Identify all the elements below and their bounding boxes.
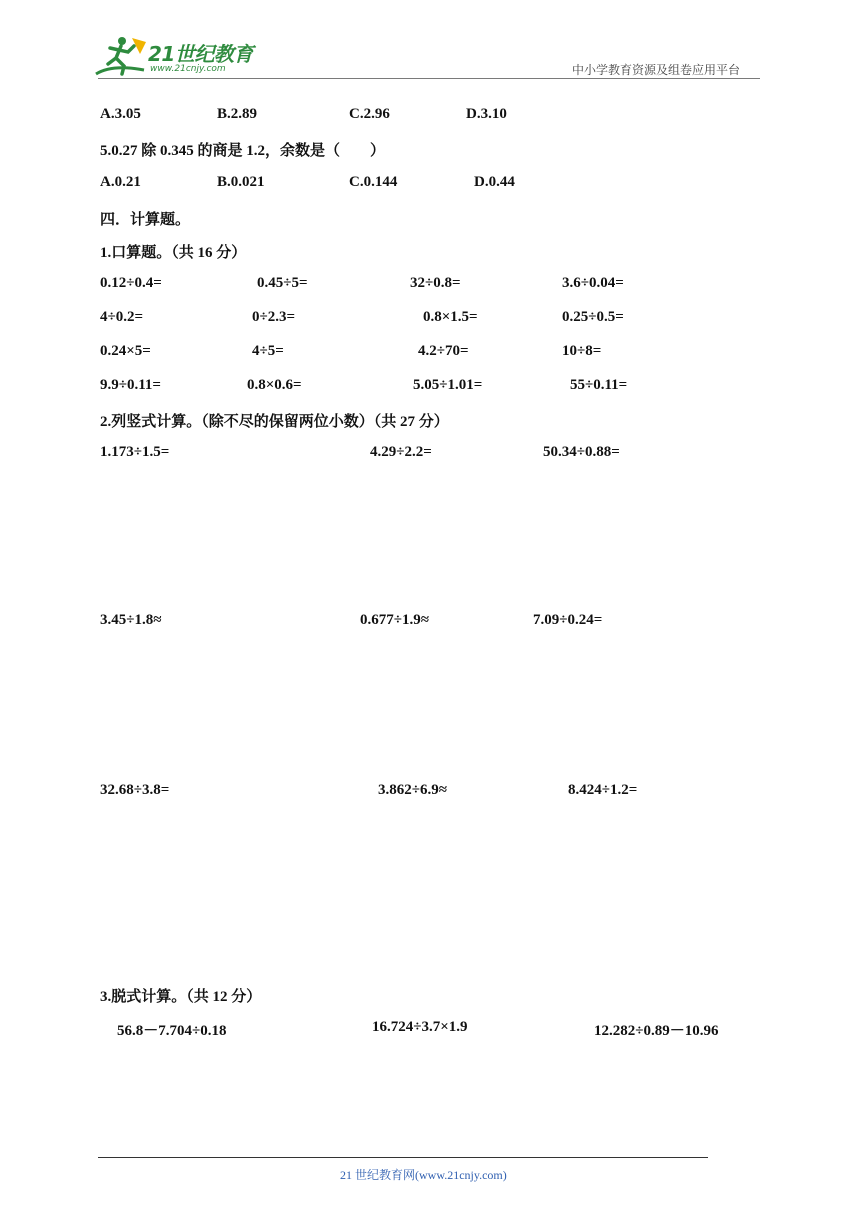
q4-option-d: D.3.10 bbox=[466, 106, 507, 122]
q4-option-b: B.2.89 bbox=[217, 106, 258, 122]
oral-item: 0.45÷5= bbox=[257, 275, 308, 291]
part1-title: 1.口算题。（共 16 分） bbox=[100, 245, 247, 261]
oral-item: 3.6÷0.04= bbox=[562, 275, 624, 291]
vertical-calc-item: 4.29÷2.2= bbox=[370, 444, 432, 460]
q5-option-d: D.0.44 bbox=[474, 174, 515, 190]
q5-option-c: C.0.144 bbox=[349, 174, 398, 190]
vertical-calc-item: 50.34÷0.88= bbox=[543, 444, 620, 460]
oral-item: 0.12÷0.4= bbox=[100, 275, 162, 291]
footer-text: 21 世纪教育网(www.21cnjy.com) bbox=[340, 1168, 507, 1182]
vertical-calc-item: 3.45÷1.8≈ bbox=[100, 612, 162, 628]
section4-title: 四．计算题。 bbox=[100, 212, 191, 228]
oral-item: 0.8×1.5= bbox=[423, 309, 478, 325]
site-logo bbox=[92, 34, 267, 80]
part2-title: 2.列竖式计算。（除不尽的保留两位小数）（共 27 分） bbox=[100, 414, 449, 430]
oral-item: 4÷5= bbox=[252, 343, 284, 359]
vertical-calc-item: 7.09÷0.24= bbox=[533, 612, 603, 628]
vertical-calc-item: 32.68÷3.8= bbox=[100, 782, 170, 798]
q5-question: 5.0.27 除 0.345 的商是 1.2，余数是（ ） bbox=[100, 143, 386, 159]
vertical-calc-item: 8.424÷1.2= bbox=[568, 782, 638, 798]
q4-option-c: C.2.96 bbox=[349, 106, 390, 122]
vertical-calc-item: 0.677÷1.9≈ bbox=[360, 612, 429, 628]
header-platform-text: 中小学教育资源及组卷应用平台 bbox=[572, 63, 741, 77]
header-divider bbox=[98, 78, 760, 79]
runner-logo-icon bbox=[92, 34, 148, 80]
q5-option-b: B.0.021 bbox=[217, 174, 265, 190]
oral-item: 55÷0.11= bbox=[570, 377, 628, 393]
oral-item: 0÷2.3= bbox=[252, 309, 296, 325]
oral-item: 4.2÷70= bbox=[418, 343, 469, 359]
stepwise-calc-item: 56.8－7.704÷0.18 bbox=[117, 1023, 227, 1039]
vertical-calc-item: 1.173÷1.5= bbox=[100, 444, 170, 460]
stepwise-calc-item: 16.724÷3.7×1.9 bbox=[372, 1019, 468, 1035]
footer-divider bbox=[98, 1157, 708, 1158]
oral-item: 32÷0.8= bbox=[410, 275, 461, 291]
oral-item: 9.9÷0.11= bbox=[100, 377, 161, 393]
logo-url: www.21cnjy.com bbox=[150, 64, 226, 74]
stepwise-calc-item: 12.282÷0.89－10.96 bbox=[594, 1023, 719, 1039]
oral-item: 0.8×0.6= bbox=[247, 377, 302, 393]
q5-option-a: A.0.21 bbox=[100, 174, 141, 190]
vertical-calc-item: 3.862÷6.9≈ bbox=[378, 782, 447, 798]
oral-item: 0.24×5= bbox=[100, 343, 151, 359]
logo-text: 21世纪教育 bbox=[148, 42, 253, 66]
q4-option-a: A.3.05 bbox=[100, 106, 141, 122]
oral-item: 5.05÷1.01= bbox=[413, 377, 483, 393]
part3-title: 3.脱式计算。（共 12 分） bbox=[100, 989, 262, 1005]
oral-item: 4÷0.2= bbox=[100, 309, 144, 325]
oral-item: 0.25÷0.5= bbox=[562, 309, 624, 325]
oral-item: 10÷8= bbox=[562, 343, 602, 359]
